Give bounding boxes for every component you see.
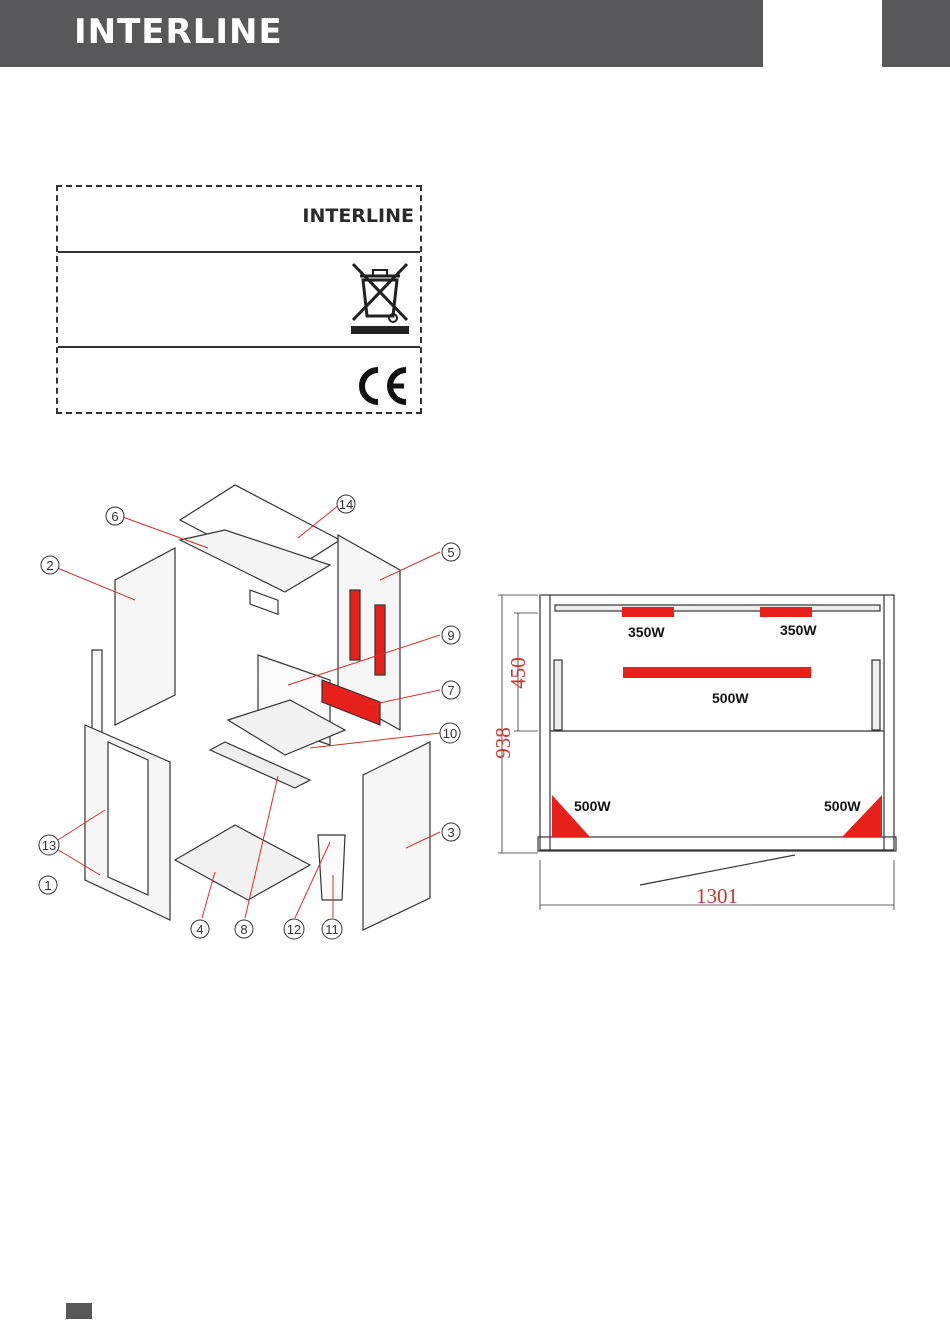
door-glass	[108, 742, 148, 895]
callout-label: 3	[447, 825, 455, 840]
reading-lamp	[318, 835, 345, 900]
callout-label: 14	[338, 497, 354, 512]
compliance-brand-logo: INTERLINE	[302, 205, 414, 227]
roof-vent	[250, 590, 278, 614]
callout-label: 11	[325, 922, 339, 937]
callout-label: 9	[447, 628, 455, 643]
weee-bin-icon	[345, 258, 415, 338]
page-number-tab	[66, 1303, 92, 1319]
door-line	[640, 855, 795, 885]
heater-corner-right-label: 500W	[824, 798, 861, 814]
heater-center-bar	[623, 667, 811, 678]
floor-panel	[175, 825, 310, 900]
floor-plan-diagram	[480, 585, 910, 915]
brand-logo: INTERLINE	[74, 12, 283, 52]
back-heater-right	[375, 605, 385, 675]
callout-label: 13	[41, 838, 57, 853]
callout-label: 4	[196, 922, 204, 937]
box-divider	[58, 346, 420, 348]
callout-label: 2	[46, 558, 54, 573]
right-wall-slot	[872, 660, 880, 730]
callout-label: 8	[240, 922, 248, 937]
box-divider	[58, 251, 420, 253]
width-dimension: 1301	[696, 884, 738, 908]
callout-label: 12	[286, 922, 302, 937]
bench-dimension: 450	[506, 657, 530, 689]
heater-corner-left-label: 500W	[574, 798, 611, 814]
callout-label: 5	[447, 545, 455, 560]
callout-label: 1	[44, 878, 52, 893]
ceiling-strip	[555, 605, 880, 611]
callout-label: 7	[447, 683, 455, 698]
heater-top-left-bar	[622, 607, 674, 617]
side-bracket	[92, 650, 102, 738]
heater-top-right-bar	[760, 607, 812, 617]
exploded-assembly-diagram	[30, 480, 470, 950]
depth-dimension: 938	[491, 727, 515, 759]
base-rail	[538, 837, 896, 851]
ce-mark-icon	[354, 366, 410, 406]
heater-top-left-label: 350W	[628, 624, 665, 640]
back-heater-left	[350, 590, 360, 660]
right-wall-panel	[363, 742, 430, 930]
left-wall-panel	[115, 548, 175, 725]
heater-center-label: 500W	[712, 690, 749, 706]
callout-label: 6	[111, 509, 119, 524]
callout-label: 10	[442, 726, 458, 741]
header-page-tab	[882, 0, 950, 67]
heater-top-right-label: 350W	[780, 622, 817, 638]
left-wall-slot	[554, 660, 562, 730]
